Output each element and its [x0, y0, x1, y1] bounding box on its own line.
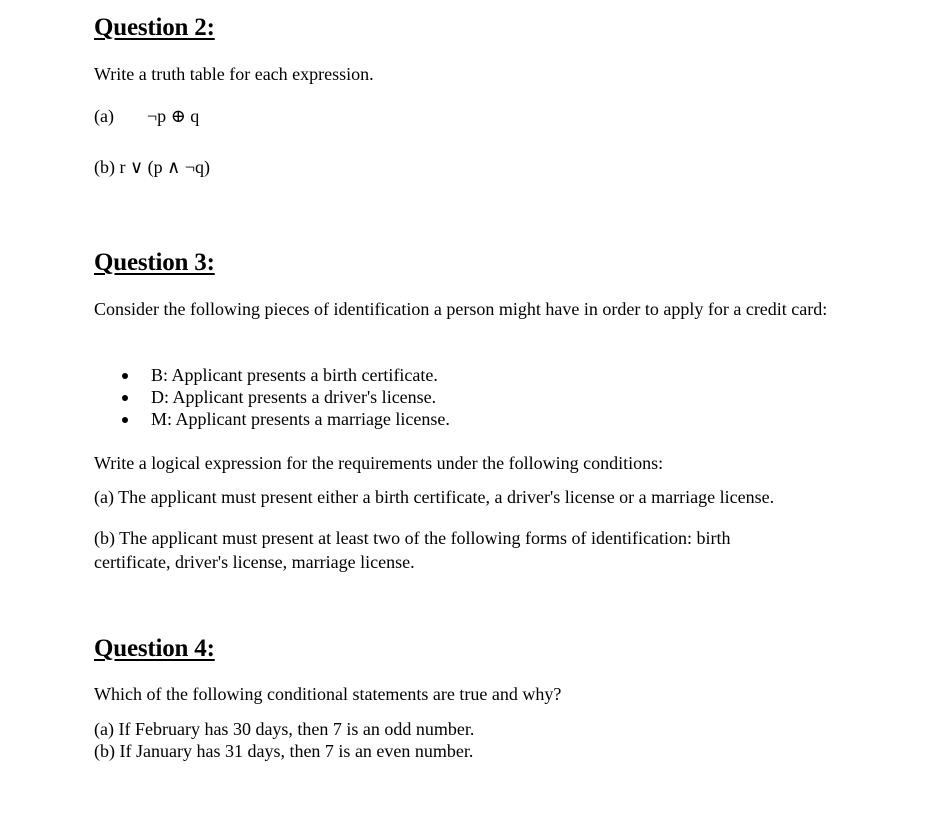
question-2-part-a-label: (a) — [94, 106, 114, 126]
question-4-part-a: (a) If February has 30 days, then 7 is an odd number. — [94, 719, 475, 739]
list-item-text: D: Applicant presents a driver's license. — [151, 387, 437, 407]
question-3-intro: Consider the following pieces of identification a person might have in order to apply for a credit card: — [94, 299, 828, 319]
list-item — [118, 408, 450, 430]
bullet-icon — [122, 395, 128, 401]
question-4-part-b: (b) If January has 31 days, then 7 is an even number. — [94, 741, 474, 761]
question-3-instruction: Write a logical expression for the requirements under the following conditions: — [94, 453, 664, 473]
bullet-icon — [122, 417, 128, 423]
bullet-icon — [122, 373, 128, 379]
list-item — [118, 364, 450, 386]
question-2-part-a-expression: ¬p ⊕ q — [147, 106, 200, 126]
question-4-instruction: Which of the following conditional statements are true and why? — [94, 684, 562, 704]
identification-list — [118, 364, 450, 430]
list-item-text: M: Applicant presents a marriage license. — [151, 409, 450, 429]
list-item — [118, 386, 450, 408]
question-4-heading: Question 4: — [94, 635, 215, 662]
question-3-heading: Question 3: — [94, 249, 215, 276]
list-item-text: B: Applicant presents a birth certificate. — [151, 365, 438, 385]
question-2-instruction: Write a truth table for each expression. — [94, 64, 374, 84]
question-2-heading: Question 2: — [94, 14, 215, 41]
question-3-part-b: (b) The applicant must present at least two of the following forms of identification: birth certificate, driver's license, marriage license. — [94, 528, 731, 572]
question-2-part-b: (b) r ∨ (p ∧ ¬q) — [94, 157, 210, 177]
question-3-part-a: (a) The applicant must present either a birth certificate, a driver's license or a marriage license. — [94, 487, 775, 507]
